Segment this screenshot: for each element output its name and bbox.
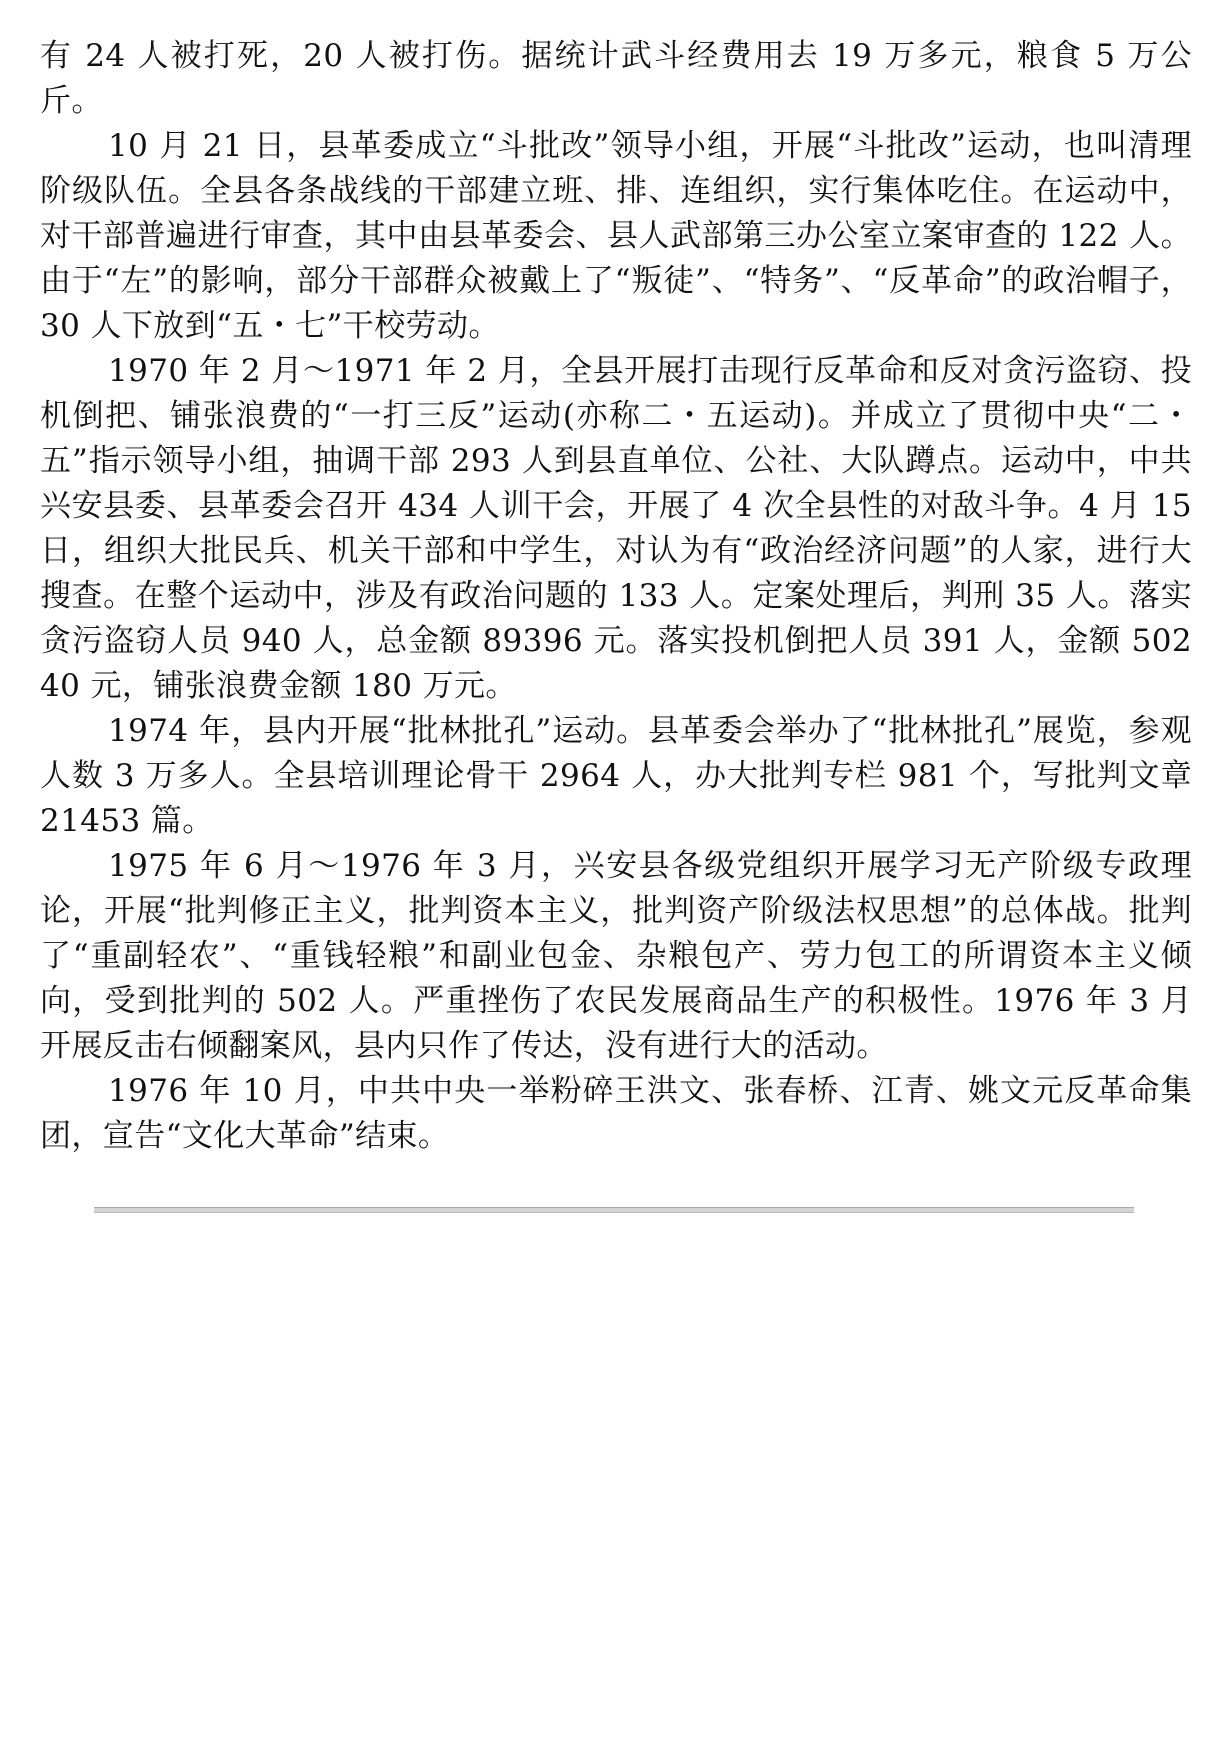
paragraph-proletarian-dictatorship-theory: 1975 年 6 月～1976 年 3 月，兴安县各级党组织开展学习无产阶级专政理论，开展“批判修正主义，批判资本主义，批判资产阶级法权思想”的总体战。批判了“重副轻农”、“重钱轻粮”和副业包金、杂粮包产、劳力包工的所谓资本主义倾向，受到批判的 502 人。严重挫伤了农民发展商品生产的积极性。1976 年 3 月开展反击右倾翻案风，县内只作了传达，没有进行大的活动。 [40,848,1192,1064]
paragraph-continued: 有 24 人被打死，20 人被打伤。据统计武斗经费用去 19 万多元，粮食 5 万公斤。 [40,38,1192,119]
paragraph-end-of-cultural-revolution: 1976 年 10 月，中共中央一举粉碎王洪文、张春桥、江青、姚文元反革命集团，宣告“文化大革命”结束。 [40,1073,1192,1154]
horizontal-divider [94,1207,1134,1213]
paragraph-pi-lin-pi-kong: 1974 年，县内开展“批林批孔”运动。县革委会举办了“批林批孔”展览，参观人数 3 万多人。全县培训理论骨干 2964 人，办大批判专栏 981 个，写批判文章 21453 篇。 [40,713,1192,839]
paragraph-yi-da-san-fan: 1970 年 2 月～1971 年 2 月，全县开展打击现行反革命和反对贪污盗窃、投机倒把、铺张浪费的“一打三反”运动(亦称二・五运动)。并成立了贯彻中央“二・五”指示领导小组，抽调干部 293 人到县直单位、公社、大队蹲点。运动中，中共兴安县委、县革委会召开 434 人训干会，开展了 4 次全县性的对敌斗争。4 月 15 日，组织大批民兵、机关干部和中学生，对认为有“政治经济问题”的人家，进行大搜查。在整个运动中，涉及有政治问题的 133 人。定案处理后，判刑 35 人。落实贪污盗窃人员 940 人，总金额 89396 元。落实投机倒把人员 391 人，金额 50240 元，铺张浪费金额 180 万元。 [40,353,1192,704]
paragraph-dou-pi-gai: 10 月 21 日，县革委成立“斗批改”领导小组，开展“斗批改”运动，也叫清理阶级队伍。全县各条战线的干部建立班、排、连组织，实行集体吃住。在运动中，对干部普遍进行审查，其中由县革委会、县人武部第三办公室立案审查的 122 人。由于“左”的影响，部分干部群众被戴上了“叛徒”、“特务”、“反革命”的政治帽子，30 人下放到“五・七”干校劳动。 [40,128,1192,344]
document-body [40,34,1192,1159]
